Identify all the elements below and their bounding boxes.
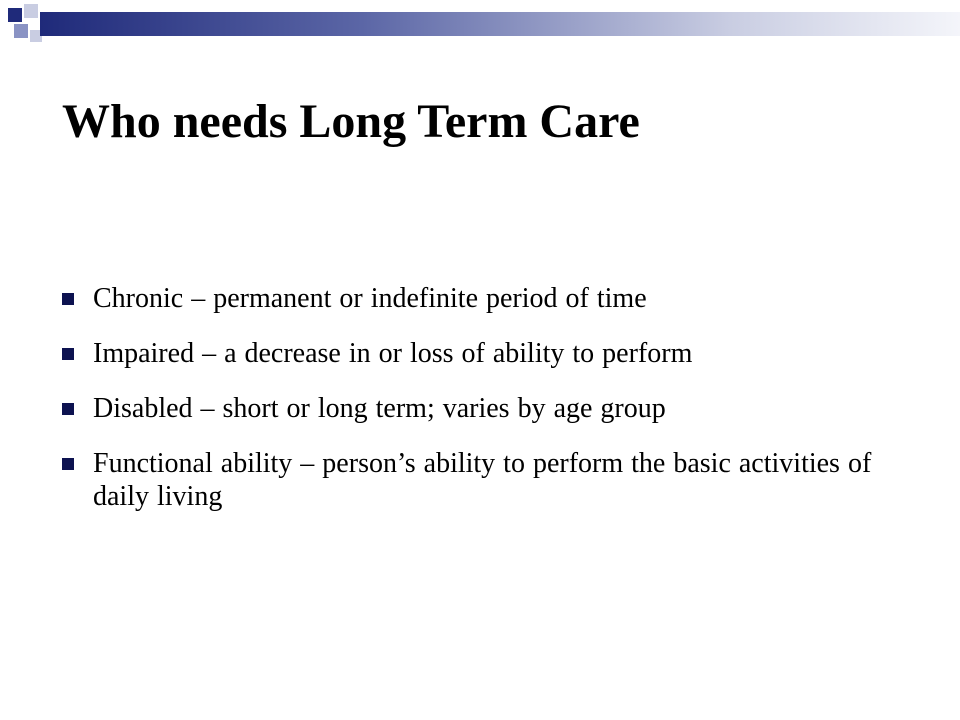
square-bullet-icon xyxy=(62,458,74,470)
square-bullet-icon xyxy=(62,293,74,305)
bullet-text: Chronic – permanent or indefinite period of time xyxy=(93,283,647,314)
decorative-header-band xyxy=(0,0,960,60)
bullet-text: Functional ability – person’s ability to perform the basic activities of daily living xyxy=(93,448,872,512)
bullet-item xyxy=(62,392,912,425)
band-square-light xyxy=(24,4,38,18)
bullet-text: Impaired – a decrease in or loss of ability to perform xyxy=(93,338,693,369)
bullet-item xyxy=(62,282,912,315)
band-square-mid xyxy=(14,24,28,38)
bullet-item xyxy=(62,337,912,370)
bullet-list xyxy=(62,282,912,535)
bullet-item xyxy=(62,447,912,513)
bullet-text: Disabled – short or long term; varies by age group xyxy=(93,393,666,424)
slide-title: Who needs Long Term Care xyxy=(62,95,640,148)
band-gradient-bar xyxy=(40,12,960,36)
band-square-dark xyxy=(8,8,22,22)
square-bullet-icon xyxy=(62,403,74,415)
square-bullet-icon xyxy=(62,348,74,360)
